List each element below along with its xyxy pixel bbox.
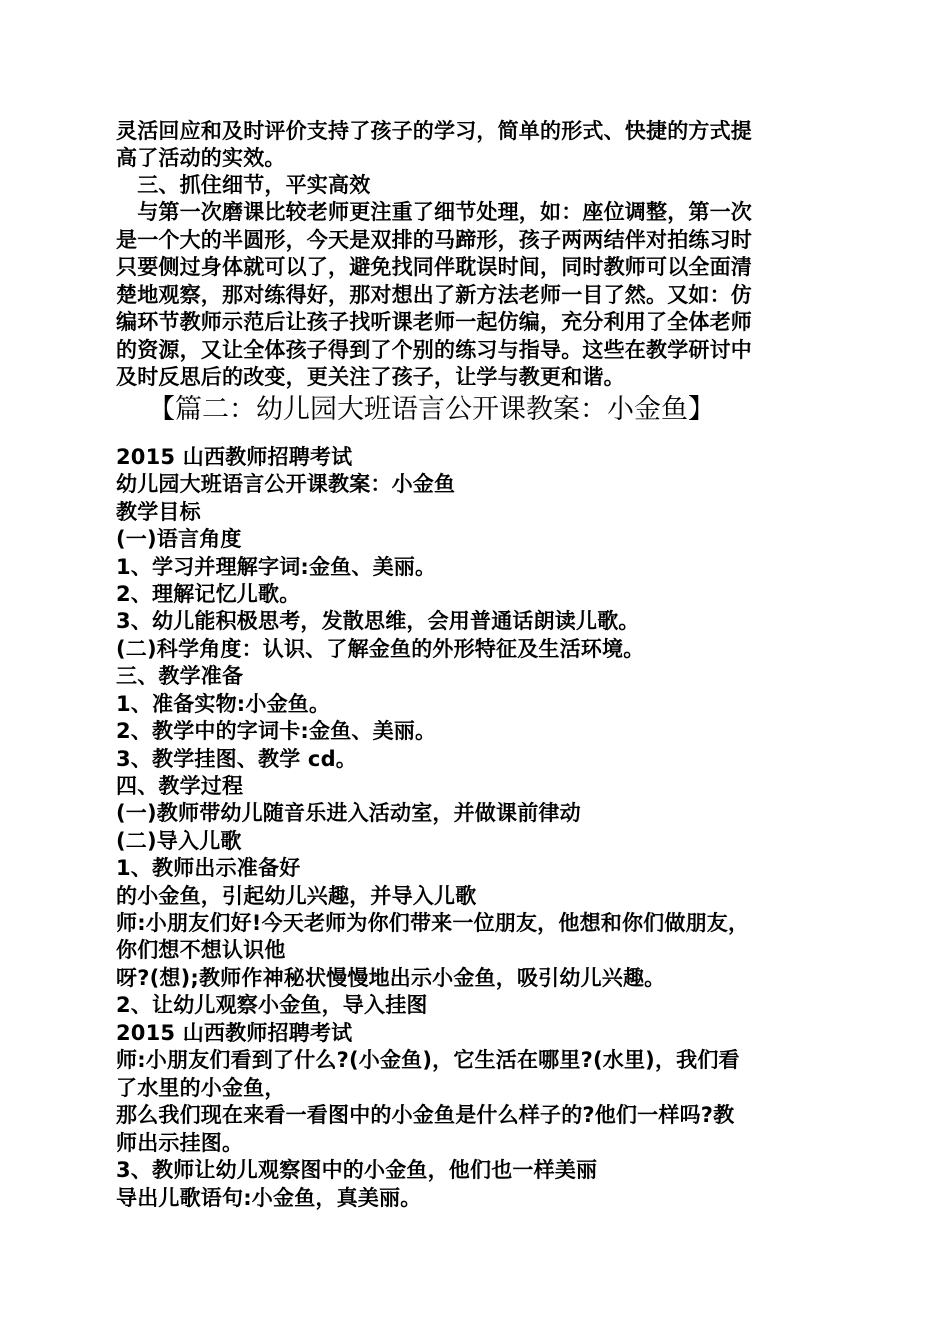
body-line: 只要侧过身体就可以了，避免找同伴耽误时间，同时教师可以全面清: [116, 255, 752, 279]
body-line: 你们想不想认识他: [116, 938, 286, 962]
body-line: 与第一次磨课比较老师更注重了细节处理，如：座位调整，第一次: [116, 200, 752, 224]
list-item: 1、准备实物:小金鱼。: [116, 692, 331, 716]
body-line: 高了活动的实效。: [116, 146, 286, 170]
body-line: 灵活回应和及时评价支持了孩子的学习，简单的形式、快捷的方式提: [116, 119, 752, 143]
body-line: 那么我们现在来看一看图中的小金鱼是什么样子的?他们一样吗?教: [116, 1103, 735, 1127]
section-heading: 教学目标: [116, 500, 201, 524]
body-line: 是一个大的半圆形，今天是双排的马蹄形，孩子两两结伴对拍练习时: [116, 228, 752, 252]
lesson-title: 幼儿园大班语言公开课教案：小金鱼: [116, 472, 456, 496]
subsection-heading: (一)语言角度: [116, 527, 242, 551]
header-line: 2015 山西教师招聘考试: [116, 1021, 353, 1045]
list-item: 3、教师让幼儿观察图中的小金鱼，他们也一样美丽: [116, 1158, 598, 1182]
list-item: 3、幼儿能积极思考，发散思维，会用普通话朗读儿歌。: [116, 609, 640, 633]
section-heading: 四、教学过程: [116, 774, 244, 798]
body-line: 的小金鱼，引起幼儿兴趣，并导入儿歌: [116, 884, 477, 908]
body-line: 楚地观察，那对练得好，那对想出了新方法老师一目了然。又如：仿: [116, 283, 752, 307]
list-item: 3、教学挂图、教学 cd。: [116, 747, 358, 771]
body-line: 了水里的小金鱼，: [116, 1076, 286, 1100]
subsection-heading: (一)教师带幼儿随音乐进入活动室，并做课前律动: [116, 801, 581, 825]
body-line: 及时反思后的改变，更关注了孩子，让学与教更和谐。: [116, 365, 625, 389]
list-item: 1、教师出示准备好: [116, 856, 301, 880]
body-line: 师出示挂图。: [116, 1131, 244, 1155]
body-line: 导出儿歌语句:小金鱼，真美丽。: [116, 1186, 422, 1210]
article-title: 【篇二：幼儿园大班语言公开课教案：小金鱼】: [148, 394, 715, 425]
list-item: 2、理解记忆儿歌。: [116, 582, 301, 606]
list-item: 2、教学中的字词卡:金鱼、美丽。: [116, 719, 437, 743]
section-heading: 三、教学准备: [116, 664, 244, 688]
header-line: 2015 山西教师招聘考试: [116, 445, 353, 469]
body-line: 编环节教师示范后让孩子找听课老师一起仿编，充分利用了全体老师: [116, 310, 752, 334]
body-line: 呀?(想);教师作神秘状慢慢地出示小金鱼，吸引幼儿兴趣。: [116, 966, 666, 990]
list-item: 1、学习并理解字词:金鱼、美丽。: [116, 555, 437, 579]
subsection-heading: (二)科学角度：认识、了解金鱼的外形特征及生活环境。: [116, 637, 645, 661]
list-item: 2、让幼儿观察小金鱼，导入挂图: [116, 993, 428, 1017]
body-line: 的资源，又让全体孩子得到了个别的练习与指导。这些在教学研讨中: [116, 338, 752, 362]
body-line: 师:小朋友们好!今天老师为你们带来一位朋友，他想和你们做朋友，: [116, 911, 750, 935]
subsection-heading: (二)导入儿歌: [116, 829, 242, 853]
section-heading: 三、抓住细节，平实高效: [116, 173, 371, 197]
body-line: 师:小朋友们看到了什么?(小金鱼)，它生活在哪里?(水里)，我们看: [116, 1048, 740, 1072]
